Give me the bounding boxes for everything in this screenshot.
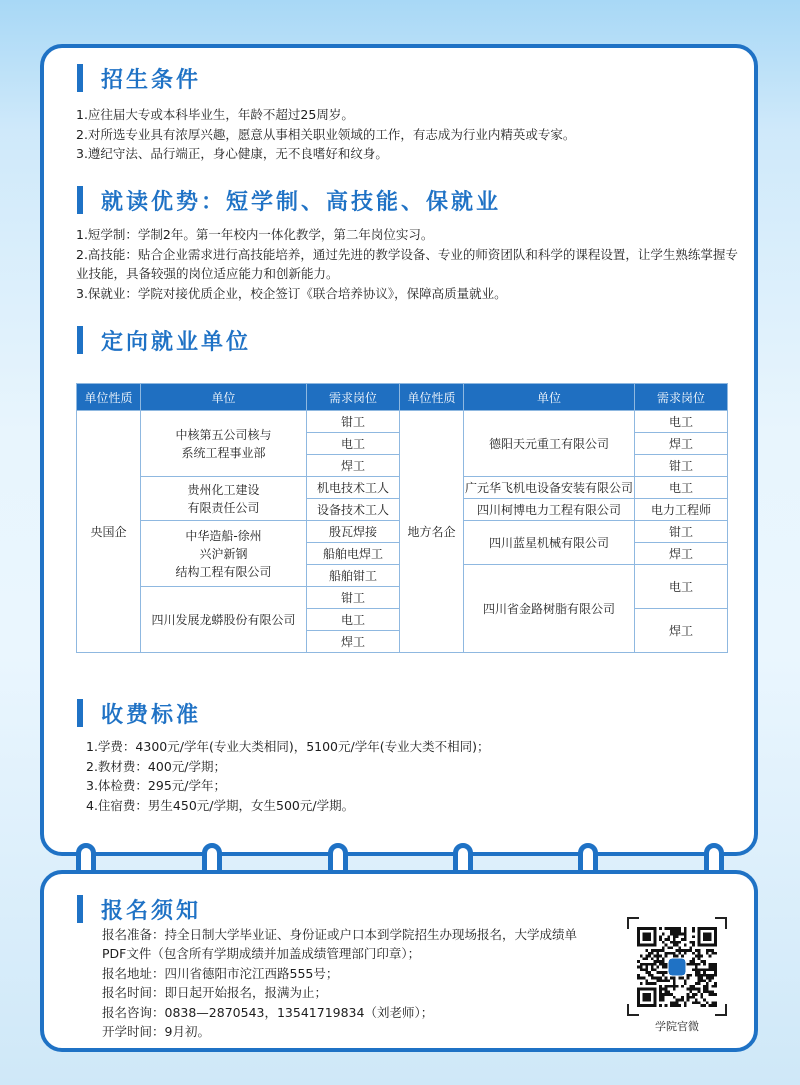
column-header: 单位 <box>141 384 307 411</box>
admission-list <box>76 105 746 164</box>
unit-type-cell: 央国企 <box>77 411 141 653</box>
post-cell: 电工 <box>635 477 728 499</box>
unit-name-line: 四川省金路树脂有限公司 <box>482 601 615 616</box>
unit-cell: 广元华飞机电设备安装有限公司 <box>464 477 635 499</box>
heading-bar <box>77 699 83 727</box>
unit-cell <box>464 565 635 653</box>
unit-name-line: 系统工程事业部 <box>181 445 266 460</box>
post-cell: 电力工程师 <box>635 499 728 521</box>
list-item: 2.教材费：400元/学期； <box>86 758 226 774</box>
employers-title: 定向就业单位 <box>101 329 252 355</box>
employers-table <box>76 383 728 653</box>
post-cell: 钳工 <box>307 411 400 433</box>
post-cell: 电工 <box>307 609 400 631</box>
fees-list <box>86 737 756 815</box>
table-row <box>77 411 728 433</box>
post-cell: 焊工 <box>307 631 400 653</box>
qr-code-frame <box>627 917 727 1016</box>
enroll-start: 开学时间：9月初。 <box>102 1024 210 1040</box>
list-item: 1.学费：4300元/学年(专业大类相同)，5100元/学年(专业大类不相同)； <box>86 739 490 754</box>
advantages-list <box>76 225 746 303</box>
column-header: 单位 <box>464 384 635 411</box>
column-header: 单位性质 <box>77 384 141 411</box>
fees-heading <box>77 698 201 728</box>
table-header-row <box>77 384 728 411</box>
column-header: 单位性质 <box>400 384 464 411</box>
post-cell: 殷瓦焊接 <box>307 521 400 543</box>
unit-cell: 德阳天元重工有限公司 <box>464 411 635 477</box>
list-item: 1.短学制：学制2年。第一年校内一体化教学，第二年岗位实习。 <box>76 227 434 242</box>
list-item: 3.遵纪守法、品行端正，身心健康，无不良嗜好和纹身。 <box>76 146 388 161</box>
post-cell: 钳工 <box>635 455 728 477</box>
unit-name-line: 结构工程有限公司 <box>175 564 272 579</box>
unit-cell <box>141 411 307 477</box>
unit-cell <box>141 477 307 521</box>
enroll-address: 报名地址：四川省德阳市沱江西路555号； <box>102 965 339 981</box>
post-cell: 焊工 <box>635 433 728 455</box>
enrollment-heading <box>77 894 201 924</box>
list-item: 3.保就业：学院对接优质企业，校企签订《联合培养协议》，保障高质量就业。 <box>76 285 507 301</box>
enrollment-title: 报名须知 <box>101 898 202 924</box>
post-cell: 焊工 <box>635 543 728 565</box>
post-cell: 焊工 <box>307 455 400 477</box>
list-item: 2.高技能：贴合企业需求进行高技能培养，通过先进的教学设备、专业的师资团队和科学的课程设置，让学生熟练掌握专业技能，具备较强的岗位适应能力和创新能力。 <box>76 246 738 281</box>
post-cell: 设备技术工人 <box>307 499 400 521</box>
unit-name-line: 贵州化工建设 <box>187 482 260 497</box>
enrollment-details <box>102 925 632 1041</box>
unit-cell <box>141 521 307 587</box>
advantages-title: 就读优势：短学制、高技能、保就业 <box>101 189 502 215</box>
heading-bar <box>77 186 83 214</box>
list-item: 1.应往届大专或本科毕业生，年龄不超过25周岁。 <box>76 107 354 122</box>
enroll-contact: 报名咨询：0838—2870543，13541719834（刘老师）； <box>102 1004 434 1020</box>
unit-name-line: 有限责任公司 <box>187 500 260 515</box>
fees-title: 收费标准 <box>101 702 202 728</box>
unit-type-cell: 地方名企 <box>400 411 464 653</box>
post-cell: 机电技术工人 <box>307 477 400 499</box>
post-cell: 钳工 <box>635 521 728 543</box>
column-header: 需求岗位 <box>307 384 400 411</box>
heading-bar <box>77 895 83 923</box>
enroll-prep-line: 报名准备：持全日制大学毕业证、身份证或户口本到学院招生办现场报名，大学成绩单 <box>102 927 578 942</box>
list-item: 3.体检费：295元/学年； <box>86 778 226 793</box>
unit-name-line: 中华造船-徐州 <box>185 528 262 543</box>
list-item: 2.对所选专业具有浓厚兴趣，愿意从事相关职业领域的工作，有志成为行业内精英或专家。 <box>76 126 576 142</box>
unit-cell: 四川柯博电力工程有限公司 <box>464 499 635 521</box>
post-cell: 船舶钳工 <box>307 565 400 587</box>
qr-caption: 学院官微 <box>655 1020 699 1033</box>
employers-heading <box>77 325 251 355</box>
unit-name-line: 兴沪新钢 <box>199 546 248 561</box>
enroll-time: 报名时间：即日起开始报名，报满为止； <box>102 985 328 1001</box>
qr-code[interactable] <box>637 927 717 1007</box>
advantages-heading <box>77 185 501 215</box>
admission-title: 招生条件 <box>101 67 202 93</box>
unit-cell: 四川发展龙蟒股份有限公司 <box>141 587 307 653</box>
enroll-prep-line: PDF文件（包含所有学期成绩并加盖成绩管理部门印章）； <box>102 946 421 962</box>
post-cell: 电工 <box>635 565 728 609</box>
post-cell: 电工 <box>635 411 728 433</box>
post-cell: 焊工 <box>635 609 728 653</box>
list-item: 4.住宿费：男生450元/学期，女生500元/学期。 <box>86 797 355 813</box>
heading-bar <box>77 326 83 354</box>
column-header: 需求岗位 <box>635 384 728 411</box>
unit-name-line: 中核第五公司核与 <box>175 427 272 442</box>
post-cell: 船舶电焊工 <box>307 543 400 565</box>
heading-bar <box>77 64 83 92</box>
admission-heading <box>77 63 201 93</box>
post-cell: 电工 <box>307 433 400 455</box>
unit-cell: 四川蓝星机械有限公司 <box>464 521 635 565</box>
post-cell: 钳工 <box>307 587 400 609</box>
